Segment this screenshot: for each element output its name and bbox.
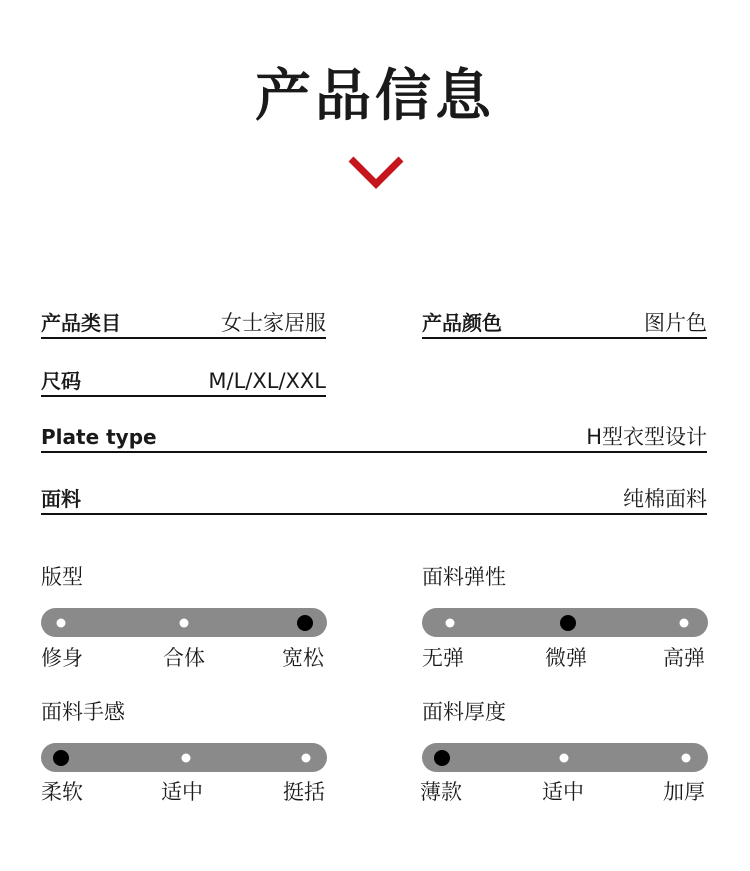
spec-value: 图片色 <box>644 311 707 335</box>
slider-dot[interactable] <box>180 618 189 627</box>
spec-row-fabric <box>41 485 707 515</box>
page-title: 产品信息 <box>255 64 495 129</box>
slider-dot-selected[interactable] <box>53 750 69 766</box>
spec-row-category <box>41 309 326 339</box>
slider-option: 合体 <box>163 646 205 670</box>
slider-dot[interactable] <box>182 753 191 762</box>
slider-dot[interactable] <box>446 618 455 627</box>
slider-track-fit[interactable] <box>41 608 327 637</box>
slider-dot[interactable] <box>682 753 691 762</box>
slider-option: 柔软 <box>41 780 83 804</box>
spec-value: M/L/XL/XXL <box>208 369 326 393</box>
slider-option: 适中 <box>542 780 584 804</box>
spec-value: 女士家居服 <box>221 311 326 335</box>
slider-option: 挺括 <box>283 780 325 804</box>
slider-option: 无弹 <box>422 646 464 670</box>
slider-option: 薄款 <box>420 780 462 804</box>
spec-label: 产品颜色 <box>422 311 502 335</box>
spec-label: 面料 <box>41 487 81 511</box>
slider-option: 适中 <box>161 780 203 804</box>
slider-dot[interactable] <box>680 618 689 627</box>
slider-option: 微弹 <box>545 646 587 670</box>
slider-option: 宽松 <box>282 646 324 670</box>
slider-dot-selected[interactable] <box>560 615 576 631</box>
slider-dot[interactable] <box>302 753 311 762</box>
slider-track-elasticity[interactable] <box>422 608 708 637</box>
slider-title-hand-feel: 面料手感 <box>41 700 125 724</box>
slider-title-elasticity: 面料弹性 <box>422 565 506 589</box>
slider-dot[interactable] <box>57 618 66 627</box>
spec-row-color <box>422 309 707 339</box>
slider-track-hand-feel[interactable] <box>41 743 327 772</box>
spec-label: Plate type <box>41 425 157 449</box>
slider-option: 高弹 <box>663 646 705 670</box>
slider-option: 修身 <box>41 646 83 670</box>
spec-row-plate-type <box>41 423 707 453</box>
spec-value: 纯棉面料 <box>623 487 707 511</box>
spec-row-size <box>41 367 326 397</box>
slider-dot-selected[interactable] <box>297 615 313 631</box>
spec-value: H型衣型设计 <box>586 425 707 449</box>
slider-title-thickness: 面料厚度 <box>422 700 506 724</box>
chevron-down-icon <box>347 154 405 190</box>
slider-option: 加厚 <box>663 780 705 804</box>
slider-dot[interactable] <box>560 753 569 762</box>
slider-dot-selected[interactable] <box>434 750 450 766</box>
slider-title-fit: 版型 <box>41 565 83 589</box>
spec-label: 产品类目 <box>41 311 121 335</box>
slider-track-thickness[interactable] <box>422 743 708 772</box>
spec-label: 尺码 <box>41 369 81 393</box>
